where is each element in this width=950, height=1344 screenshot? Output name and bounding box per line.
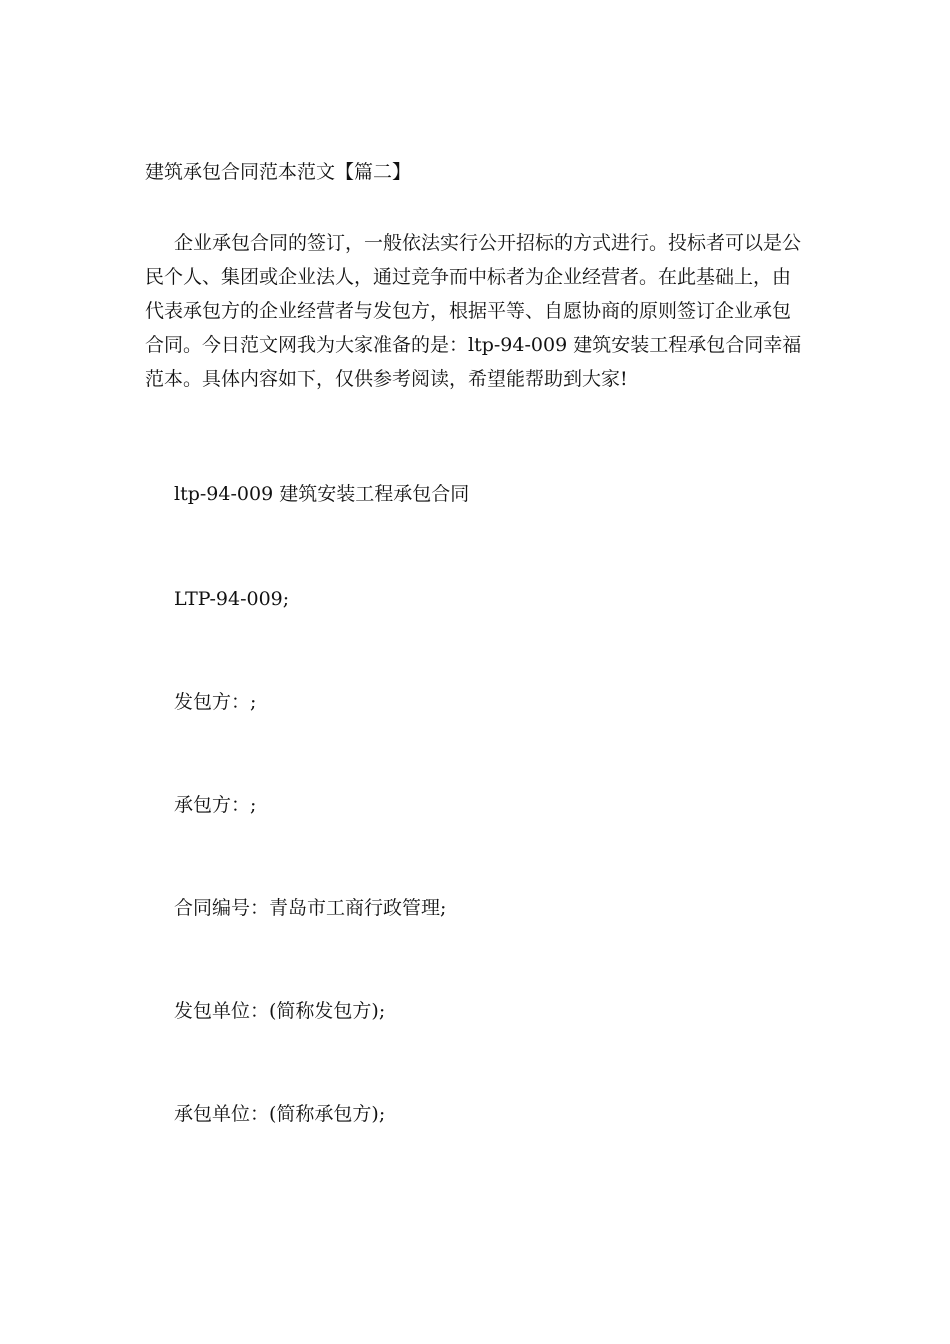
contract-code: LTP-94-009; [174, 588, 290, 610]
intro-line: 企业承包合同的签订，一般依法实行公开招标的方式进行。投标者可以是公 [174, 232, 802, 254]
contractor-unit-field: 承包单位：(简称承包方); [174, 1103, 386, 1125]
intro-line: 合同。今日范文网我为大家准备的是：ltp-94-009 建筑安装工程承包合同幸福 [145, 334, 802, 356]
intro-line: 代表承包方的企业经营者与发包方，根据平等、自愿协商的原则签订企业承包 [145, 300, 792, 322]
intro-line: 民个人、集团或企业法人，通过竞争而中标者为企业经营者。在此基础上，由 [145, 266, 792, 288]
intro-paragraph [145, 226, 810, 396]
intro-line: 范本。具体内容如下，仅供参考阅读，希望能帮助到大家! [145, 368, 628, 390]
contractor-field: 承包方：; [174, 794, 257, 816]
employer-unit-field: 发包单位：(简称发包方); [174, 1000, 386, 1022]
contract-title: ltp-94-009 建筑安装工程承包合同 [174, 483, 470, 505]
employer-field: 发包方：; [174, 691, 257, 713]
document-title: 建筑承包合同范本范文【篇二】 [145, 161, 412, 183]
contract-number-field: 合同编号：青岛市工商行政管理; [174, 897, 447, 919]
